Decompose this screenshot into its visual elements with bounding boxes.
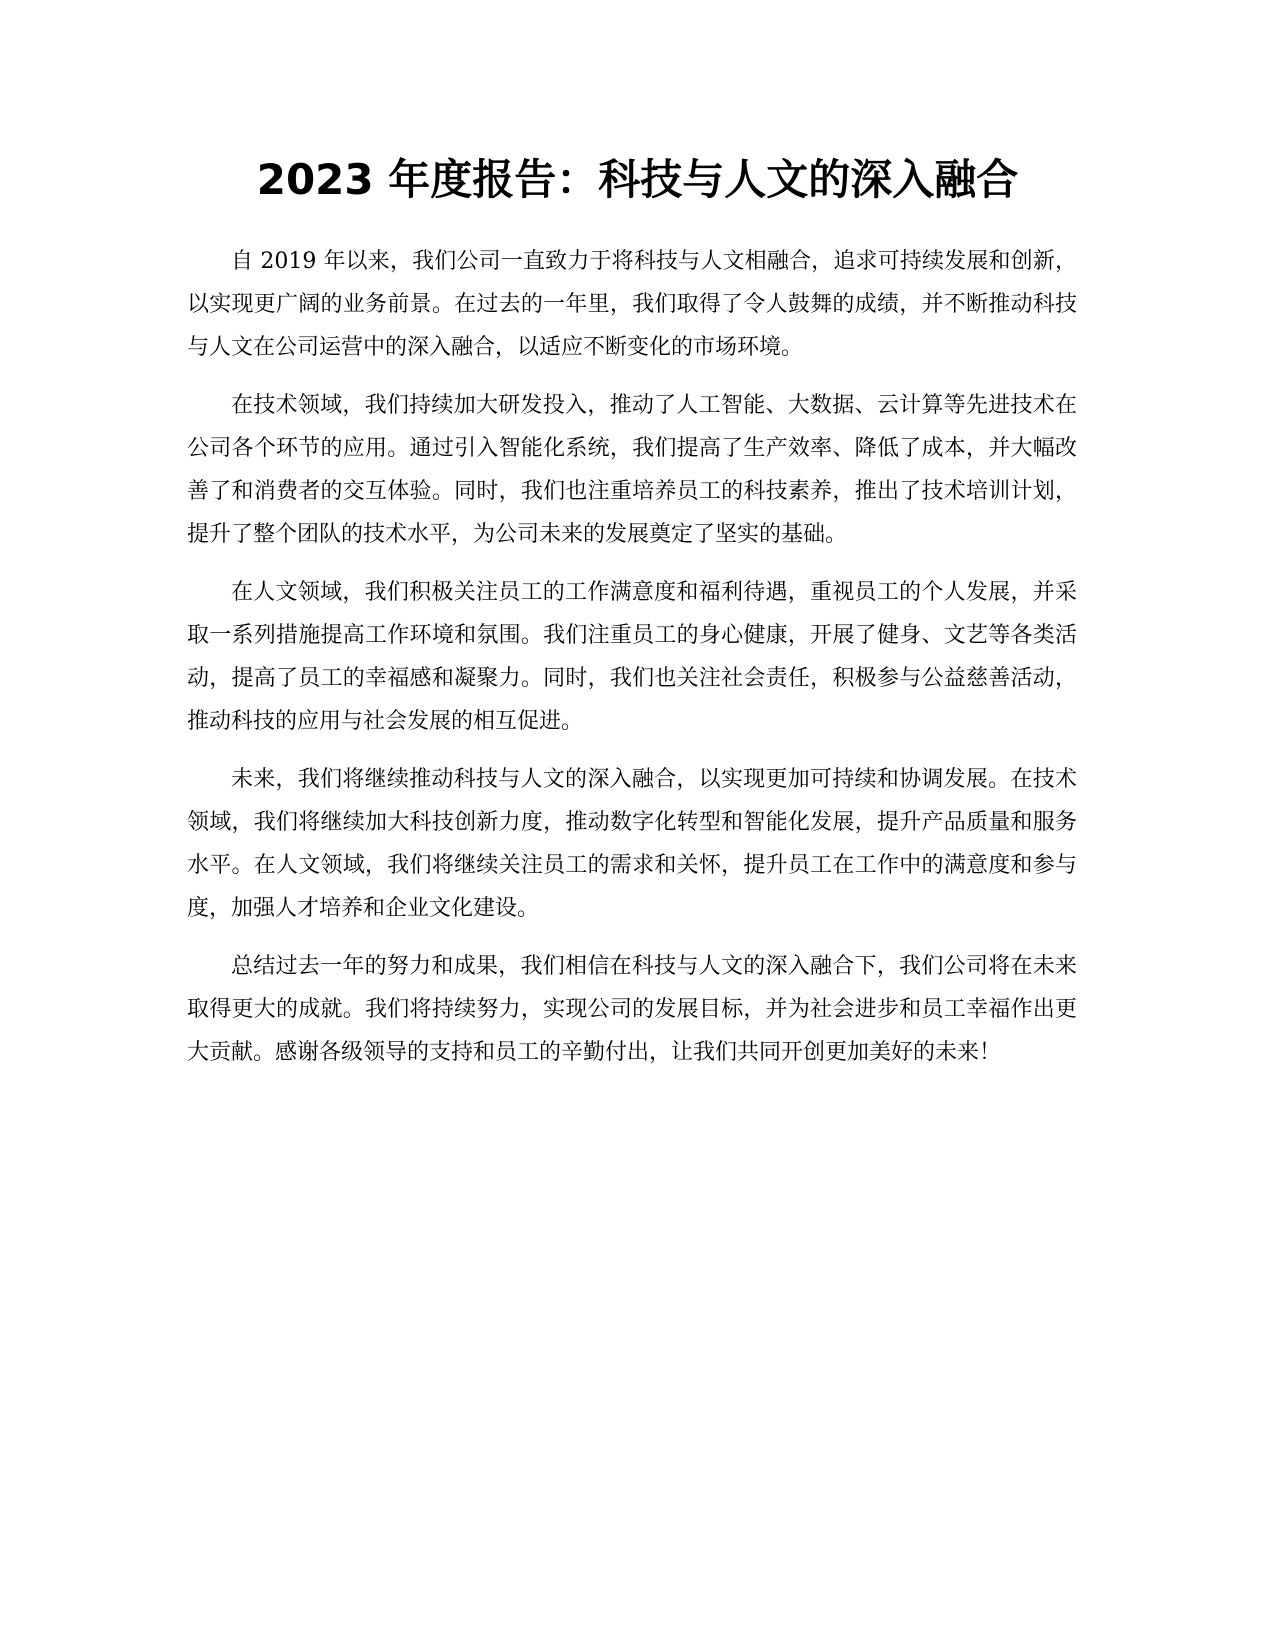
paragraph-future: 未来，我们将继续推动科技与人文的深入融合，以实现更加可持续和协调发展。在技术领域，我们将继续加大科技创新力度，推动数字化转型和智能化发展，提升产品质量和服务水平。在人文领域，我们将继续关注员工的需求和关怀，提升员工在工作中的满意度和参与度，加强人才培养和企业文化建设。 (187, 767, 1077, 921)
document-title: 2023 年度报告：科技与人文的深入融合 (256, 155, 1019, 204)
paragraph-humanities: 在人文领域，我们积极关注员工的工作满意度和福利待遇，重视员工的个人发展，并采取一系列措施提高工作环境和氛围。我们注重员工的身心健康，开展了健身、文艺等各类活动，提高了员工的幸福感和凝聚力。同时，我们也关注社会责任，积极参与公益慈善活动，推动科技的应用与社会发展的相互促进。 (187, 580, 1077, 734)
paragraph-intro: 自 2019 年以来，我们公司一直致力于将科技与人文相融合，追求可持续发展和创新，以实现更广阔的业务前景。在过去的一年里，我们取得了令人鼓舞的成绩，并不断推动科技与人文在公司运营中的深入融合，以适应不断变化的市场环境。 (187, 249, 1077, 360)
document-body (187, 240, 1077, 1089)
paragraph-summary: 总结过去一年的努力和成果，我们相信在科技与人文的深入融合下，我们公司将在未来取得更大的成就。我们将持续努力，实现公司的发展目标，并为社会进步和员工幸福作出更大贡献。感谢各级领导的支持和员工的辛勤付出，让我们共同开创更加美好的未来！ (187, 954, 1077, 1065)
paragraph-technology: 在技术领域，我们持续加大研发投入，推动了人工智能、大数据、云计算等先进技术在公司各个环节的应用。通过引入智能化系统，我们提高了生产效率、降低了成本，并大幅改善了和消费者的交互体验。同时，我们也注重培养员工的科技素养，推出了技术培训计划，提升了整个团队的技术水平，为公司未来的发展奠定了坚实的基础。 (187, 393, 1077, 547)
